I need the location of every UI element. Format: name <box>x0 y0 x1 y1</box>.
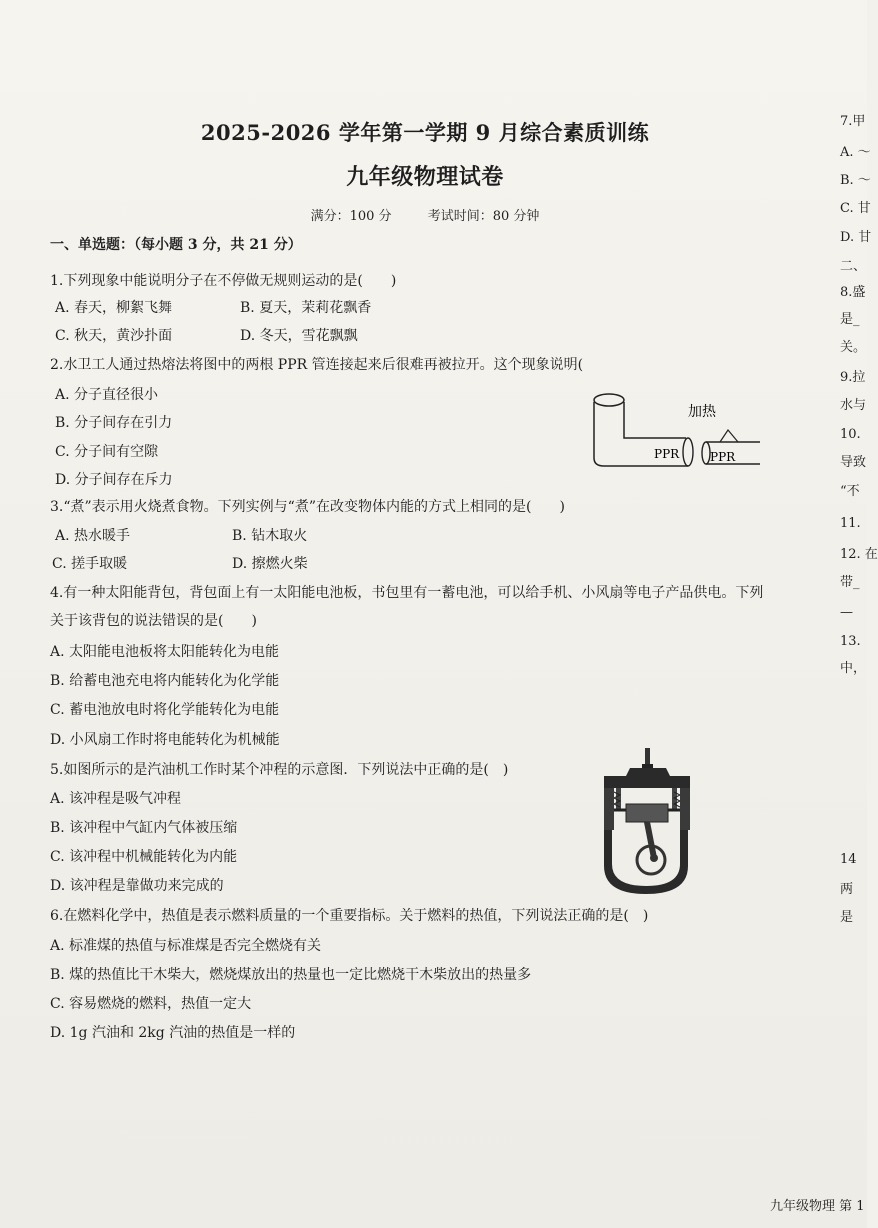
rc-line: 14 <box>840 852 857 867</box>
q3-option-b: B. 钻木取火 <box>232 528 308 544</box>
q4-stem-line1: 4.有一种太阳能背包，背包面上有一太阳能电池板，书包里有一蓄电池，可以给手机、小风扇等电子产品供电。下列 <box>50 585 764 601</box>
rc-line: 12. 在 <box>840 547 878 562</box>
exam-subtitle: 九年级物理试卷 <box>346 164 504 190</box>
rc-line: — <box>840 605 853 620</box>
exam-title: 2025-2026 学年第一学期 9 月综合素质训练 <box>200 120 650 145</box>
q2-option-d: D. 分子间存在斥力 <box>55 472 173 488</box>
q6-option-a: A. 标准煤的热值与标准煤是否完全燃烧有关 <box>50 938 322 954</box>
q4-option-b: B. 给蓄电池充电将内能转化为化学能 <box>50 673 280 689</box>
ppr-label-2: PPR <box>710 450 736 464</box>
exam-time: 考试时间：80 分钟 <box>427 209 540 224</box>
q5-stem: 5.如图所示的是汽油机工作时某个冲程的示意图．下列说法中正确的是( ) <box>50 762 509 778</box>
rc-line: 7.甲 <box>840 114 866 129</box>
ppr-pipe-figure <box>588 388 763 474</box>
q5-option-b: B. 该冲程中气缸内气体被压缩 <box>50 820 238 836</box>
q3-option-a: A. 热水暖手 <box>55 528 131 544</box>
rc-line: 8.盛 <box>840 285 866 300</box>
q5-option-a: A. 该冲程是吸气冲程 <box>50 791 182 807</box>
q1-stem: 1.下列现象中能说明分子在不停做无规则运动的是( ) <box>50 273 397 289</box>
q6-option-b: B. 煤的热值比干木柴大，燃烧煤放出的热量也一定比燃烧干木柴放出的热量多 <box>50 967 532 983</box>
rc-line: 二、 <box>840 259 867 274</box>
next-page-column <box>840 0 878 1228</box>
q6-option-d: D. 1g 汽油和 2kg 汽油的热值是一样的 <box>50 1025 296 1041</box>
rc-line: 11. <box>840 516 861 531</box>
q4-stem-line2: 关于该背包的说法错误的是( ) <box>50 613 257 629</box>
rc-line: 9.拉 <box>840 370 866 385</box>
rc-line: “不 <box>840 484 860 499</box>
rc-line: 是 <box>840 910 854 925</box>
heat-label: 加热 <box>688 404 716 420</box>
q3-option-d: D. 擦燃火柴 <box>232 556 308 572</box>
rc-line: 水与 <box>840 398 867 413</box>
section-heading: 一、单选题：（每小题 3 分，共 21 分） <box>50 237 302 253</box>
ppr-label-1: PPR <box>654 447 680 461</box>
q5-option-d: D. 该冲程是靠做功来完成的 <box>50 878 224 894</box>
q2-option-a: A. 分子直径很小 <box>55 387 159 403</box>
engine-stroke-figure <box>596 748 696 896</box>
rc-line: C. 甘 <box>840 201 871 216</box>
q5-option-c: C. 该冲程中机械能转化为内能 <box>50 849 238 865</box>
q4-option-d: D. 小风扇工作时将电能转化为机械能 <box>50 732 280 748</box>
q1-option-d: D. 冬天，雪花飘飘 <box>240 328 358 344</box>
rc-line: D. 甘 <box>840 230 872 245</box>
q3-stem: 3.“煮”表示用火烧煮食物。下列实例与“煮”在改变物体内能的方式上相同的是( ) <box>50 499 565 515</box>
q2-option-c: C. 分子间有空隙 <box>55 444 159 460</box>
q6-option-c: C. 容易燃烧的燃料，热值一定大 <box>50 996 252 1012</box>
full-score: 满分：100 分 <box>310 209 392 224</box>
q1-option-b: B. 夏天，茉莉花飘香 <box>240 300 372 316</box>
q1-option-c: C. 秋天，黄沙扑面 <box>55 328 173 344</box>
q2-stem: 2.水卫工人通过热熔法将图中的两根 PPR 管连接起来后很难再被拉开。这个现象说明( <box>50 357 584 373</box>
rc-line: B. ～ <box>840 173 871 188</box>
q6-stem: 6.在燃料化学中，热值是表示燃料质量的一个重要指标。关于燃料的热值，下列说法正确的是( ) <box>50 908 649 924</box>
q2-option-b: B. 分子间存在引力 <box>55 415 173 431</box>
rc-line: A. ～ <box>840 145 871 160</box>
q3-option-c: C. 搓手取暖 <box>52 556 128 572</box>
q1-option-a: A. 春天，柳絮飞舞 <box>55 300 173 316</box>
rc-line: 两 <box>840 882 854 897</box>
q4-option-c: C. 蓄电池放电时将化学能转化为电能 <box>50 702 280 718</box>
rc-line: 10. <box>840 427 861 442</box>
rc-line: 是_ <box>840 312 860 327</box>
rc-line: 关。 <box>840 340 867 355</box>
rc-line: 中， <box>840 661 867 676</box>
rc-line: 导致 <box>840 455 867 470</box>
exam-meta <box>0 205 850 224</box>
q4-option-a: A. 太阳能电池板将太阳能转化为电能 <box>50 644 280 660</box>
page-footer: 九年级物理 第 1 <box>770 1199 865 1214</box>
rc-line: 带_ <box>840 575 860 590</box>
rc-line: 13. <box>840 634 861 649</box>
